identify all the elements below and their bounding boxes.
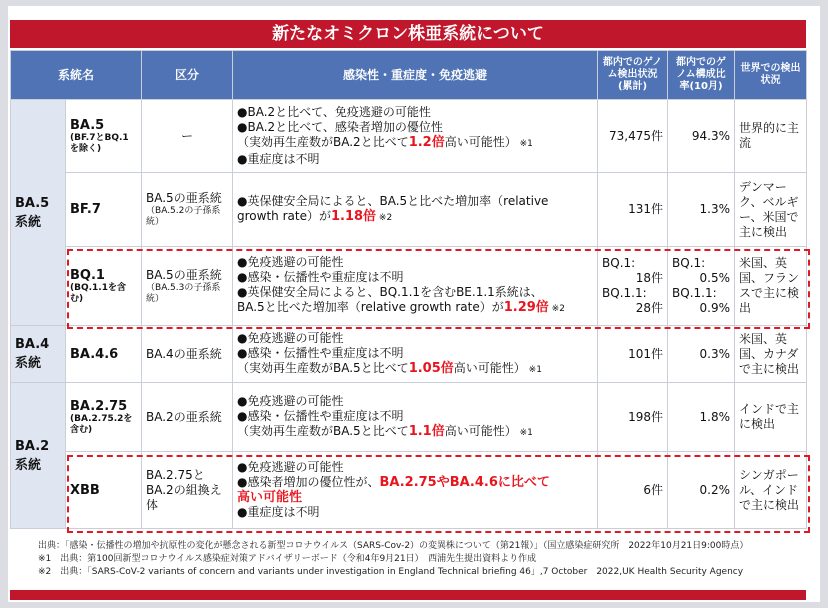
characteristic-line: ●英保健安全局によると、BQ.1.1を含むBE.1.1系統は、 [237, 285, 543, 299]
genome-ratio: 1.8% [668, 383, 735, 452]
variant-characteristics [233, 383, 598, 452]
footnote-ref: ※2 [548, 304, 565, 314]
lineage-ba2: BA.2系統 [11, 383, 66, 529]
table-row [11, 383, 807, 452]
lineage-ba4: BA.4系統 [11, 326, 66, 383]
genome-ratio: 0.3% [668, 326, 735, 383]
variant-name: BA.4.6 [66, 326, 142, 383]
genome-count: BQ.1: 18件 BQ.1.1: 28件 [598, 247, 668, 326]
characteristic-line: ●感染・伝播性や重症度は不明 [237, 345, 404, 360]
footnotes [38, 540, 748, 579]
variant-class: BA.5の亜系統 （BA.5.3の子孫系統） [142, 247, 233, 326]
header-count: 都内でのゲノム検出状況(累計) [598, 51, 668, 100]
characteristic-line: ●BA.2と比べて、免疫逃避の可能性 [237, 105, 431, 119]
characteristic-line: ●感染者増加の優位性が、BA.2.75やBA.4.6に比べて [237, 475, 550, 490]
world-status: シンガポール、インドで主に検出 [735, 452, 807, 529]
header-lineage: 系統名 [11, 51, 142, 100]
variant-name: XBB [66, 452, 142, 529]
table-row [11, 100, 807, 173]
emphasis-value: 高い可能性 [237, 490, 303, 505]
characteristic-line: ●免疫逃避の可能性 [237, 330, 344, 345]
emphasis-value: 1.18倍 [330, 208, 377, 224]
emphasis-value: 1.2倍 [408, 135, 445, 150]
variant-class: BA.2の亜系統 [142, 383, 233, 452]
characteristic-line: ●免疫逃避の可能性 [237, 460, 344, 474]
characteristic-line: ●感染・伝播性や重症度は不明 [237, 270, 404, 284]
genome-ratio: 1.3% [668, 173, 735, 247]
highlight-bq1 [67, 249, 810, 329]
characteristic-line: （実効再生産数がBA.2と比べて1.2倍高い可能性） ※1 [237, 135, 533, 150]
footnote-ref: ※1 [516, 427, 533, 438]
variant-class: BA.4の亜系統 [142, 326, 233, 383]
variant-name: BA.2.75 (BA.2.75.2を含む) [66, 383, 142, 452]
world-status: インドで主に検出 [735, 383, 807, 452]
emphasis-value: 1.05倍 [408, 360, 454, 376]
emphasis-value: 1.29倍 [503, 300, 549, 315]
highlight-xbb [67, 455, 810, 533]
variant-name: BQ.1 (BQ.1.1を含む) [66, 247, 142, 326]
variant-characteristics [233, 100, 598, 173]
genome-count: 73,475件 [598, 100, 668, 173]
genome-ratio: BQ.1: 0.5% BQ.1.1: 0.9% [668, 247, 735, 326]
lineage-ba5: BA.5系統 [11, 100, 66, 326]
world-status: 米国、英国、フランスで主に検出 [735, 247, 807, 326]
variant-characteristics [233, 173, 598, 247]
table-row [11, 173, 807, 247]
world-status: 米国、英国、カナダで主に検出 [735, 326, 807, 383]
characteristic-line: growth rate）が1.18倍 ※2 [237, 208, 393, 224]
characteristic-line: ●感染・伝播性や重症度は不明 [237, 408, 404, 423]
footnote-source: 出典：「感染・伝播性の増加や抗原性の変化が懸念される新型コロナウイルス（SARS-Cov-2）の変異株について（第21報）」（国立感染症研究所 2022年10月21日9:00時点） [38, 541, 749, 551]
characteristic-line: ●重症度は不明 [237, 152, 320, 166]
emphasis-value: BA.2.75やBA.4.6に比べて [379, 475, 550, 490]
genome-count: 101件 [598, 326, 668, 383]
characteristic-line: ●免疫逃避の可能性 [237, 255, 344, 269]
variant-name: BA.5 (BF.7とBQ.1を除く) [66, 100, 142, 173]
footnote-2: ※2 出典：「SARS-CoV-2 variants of concern and variants under investigation in England Technical briefing 46」,7 October 2022,UK Health Security Agency [38, 567, 744, 577]
footnote-ref: ※1 [525, 364, 542, 375]
emphasis-value: 1.1倍 [408, 423, 445, 439]
characteristic-line: ●重症度は不明 [237, 505, 320, 519]
genome-count: 198件 [598, 383, 668, 452]
characteristic-line: （実効再生産数がBA.5と比べて1.05倍高い可能性） ※1 [237, 360, 542, 376]
world-status: デンマーク、ベルギー、米国で主に検出 [735, 173, 807, 247]
header-ratio: 都内でのゲノム構成比率(10月) [668, 51, 735, 100]
world-status: 世界的に主流 [735, 100, 807, 173]
slide-title: 新たなオミクロン株亜系統について [10, 20, 806, 48]
genome-count: 131件 [598, 173, 668, 247]
header-characteristics: 感染性・重症度・免疫逃避 [233, 51, 598, 100]
genome-ratio: 94.3% [668, 100, 735, 173]
footnote-1: ※1 出典：第100回新型コロナウイルス感染症対策アドバイザリーボード（令和4年9月21日） 西浦先生提出資料より作成 [38, 554, 537, 564]
header-world: 世界での検出状況 [735, 51, 807, 100]
genome-count: 6件 [598, 452, 668, 529]
variant-class: BA.2.75とBA.2の組換え体 [142, 452, 233, 529]
characteristic-line: （実効再生産数がBA.5と比べて1.1倍高い可能性） ※1 [237, 423, 533, 439]
variant-class: BA.5の亜系統 （BA.5.2の子孫系統） [142, 173, 233, 247]
table-row [11, 326, 807, 383]
footnote-ref: ※2 [376, 212, 393, 223]
characteristic-line: BA.5と比べた増加率（relative growth rate）が1.29倍 ※2 [237, 300, 565, 315]
footnote-ref: ※1 [516, 139, 533, 149]
variant-name: BF.7 [66, 173, 142, 247]
characteristic-line: ●英保健安全局によると、BA.5と比べた増加率（relative [237, 193, 549, 208]
variant-class: ー [142, 100, 233, 173]
characteristic-line: ●BA.2と比べて、感染者増加の優位性 [237, 120, 443, 134]
genome-ratio: 0.2% [668, 452, 735, 529]
bottom-strip [10, 590, 806, 600]
characteristic-line: ●免疫逃避の可能性 [237, 393, 344, 408]
header-class: 区分 [142, 51, 233, 100]
variant-characteristics [233, 326, 598, 383]
